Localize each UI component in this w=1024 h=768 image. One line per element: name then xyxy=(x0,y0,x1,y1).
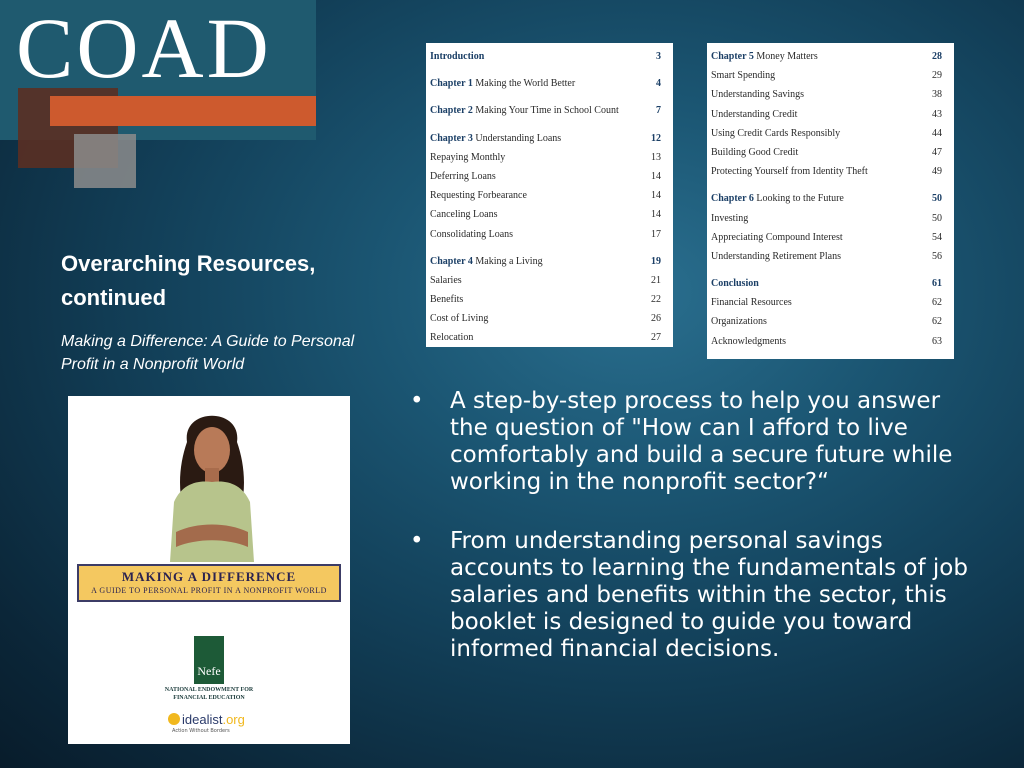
bullet-item xyxy=(410,388,980,496)
cover-subtitle: A GUIDE TO PERSONAL PROFIT IN A NONPROFIT WORLD xyxy=(91,586,327,595)
toc-chapter-label: Introduction xyxy=(430,51,485,62)
toc-page-number: 62 xyxy=(932,316,942,328)
toc-entry-title: Making Your Time in School Count xyxy=(475,105,619,117)
toc-page-number: 62 xyxy=(932,297,942,309)
toc-row xyxy=(426,205,673,224)
toc-page-number: 3 xyxy=(656,51,661,62)
toc-page-number: 47 xyxy=(932,146,942,158)
toc-page-number: 19 xyxy=(651,255,661,267)
toc-row xyxy=(426,186,673,205)
toc-entry-title: Deferring Loans xyxy=(430,170,496,182)
toc-row xyxy=(426,309,673,328)
toc-row xyxy=(426,47,673,66)
toc-page-number: 28 xyxy=(932,51,942,62)
toc-entry-title: Benefits xyxy=(430,294,464,306)
idealist-suffix: .org xyxy=(222,712,245,727)
book-cover-image xyxy=(68,396,350,744)
toc-row xyxy=(707,247,954,266)
toc-entry-title: Canceling Loans xyxy=(430,209,498,221)
toc-chapter-label: Chapter 6 xyxy=(711,193,754,205)
toc-page-number: 38 xyxy=(932,89,942,101)
toc-page-number: 54 xyxy=(932,231,942,243)
toc-page-number: 17 xyxy=(651,228,661,240)
toc-page-number: 22 xyxy=(651,294,661,306)
toc-row xyxy=(707,332,954,351)
toc-entry-title: Protecting Yourself from Identity Theft xyxy=(711,166,868,178)
toc-row xyxy=(426,252,673,271)
toc-row xyxy=(707,189,954,208)
woman-portrait-illustration xyxy=(152,402,272,562)
toc-row xyxy=(707,274,954,293)
toc-entry-title: Making the World Better xyxy=(475,78,576,90)
toc-entry-title: Financial Resources xyxy=(711,297,792,309)
bullet-text: From understanding personal savings accounts to learning the fundamentals of job salaries and benefits within the sector, this booklet is designed to guide you toward informed financial decisions. xyxy=(450,528,968,662)
toc-entry-title: Understanding Savings xyxy=(711,89,805,101)
toc-page-number: 49 xyxy=(932,166,942,178)
toc-row xyxy=(426,271,673,290)
toc-row xyxy=(707,312,954,331)
coad-logo: COAD xyxy=(16,0,272,96)
toc-row xyxy=(707,47,954,66)
toc-entry-title: Understanding Credit xyxy=(711,108,798,120)
toc-page-number: 13 xyxy=(651,151,661,163)
toc-row xyxy=(707,143,954,162)
toc-panel-left xyxy=(426,43,673,347)
toc-row xyxy=(707,209,954,228)
toc-page-number: 29 xyxy=(932,70,942,82)
toc-row xyxy=(426,148,673,167)
toc-page-number: 43 xyxy=(932,108,942,120)
toc-chapter-label: Conclusion xyxy=(711,278,759,290)
logo-decor-orange-bar xyxy=(50,96,316,126)
toc-entry-title: Building Good Credit xyxy=(711,146,799,158)
toc-row xyxy=(426,101,673,120)
toc-chapter-label: Chapter 2 xyxy=(430,105,473,117)
bullet-list xyxy=(410,388,980,695)
nefe-name: NATIONAL ENDOWMENT FOR FINANCIAL EDUCATION xyxy=(164,687,254,701)
toc-entry-title: Making a Living xyxy=(475,255,543,267)
toc-entry-title: Salaries xyxy=(430,274,462,286)
bullet-item xyxy=(410,528,980,663)
idealist-name: idealist xyxy=(182,712,223,727)
toc-chapter-label: Chapter 3 xyxy=(430,132,473,144)
toc-chapter-label: Chapter 4 xyxy=(430,255,473,267)
toc-entry-title: Investing xyxy=(711,212,749,224)
toc-entry-title: Requesting Forbearance xyxy=(430,190,527,202)
toc-entry-title: Acknowledgments xyxy=(711,335,786,347)
toc-row xyxy=(707,228,954,247)
toc-entry-title: Cost of Living xyxy=(430,313,489,325)
toc-page-number: 44 xyxy=(932,127,942,139)
toc-entry-title: Looking to the Future xyxy=(756,193,844,205)
idealist-dot-icon xyxy=(168,713,180,725)
toc-row xyxy=(426,129,673,148)
toc-entry-title: Understanding Loans xyxy=(475,132,562,144)
nefe-logo-mark: Nefe xyxy=(197,664,221,678)
toc-row xyxy=(707,162,954,181)
toc-entry-title: Understanding Retirement Plans xyxy=(711,250,841,262)
toc-row xyxy=(426,328,673,347)
toc-page-number: 63 xyxy=(932,335,942,347)
toc-row xyxy=(707,124,954,143)
toc-row xyxy=(426,167,673,186)
idealist-logo xyxy=(168,712,258,727)
toc-panel-right xyxy=(707,43,954,359)
toc-page-number: 27 xyxy=(651,332,661,344)
cover-title-band xyxy=(77,564,341,602)
toc-chapter-label: Chapter 1 xyxy=(430,78,473,90)
toc-row xyxy=(707,293,954,312)
toc-page-number: 14 xyxy=(651,209,661,221)
idealist-tagline: Action Without Borders xyxy=(172,728,230,734)
slide-subtitle: Making a Difference: A Guide to Personal Profit in a Nonprofit World xyxy=(61,333,355,373)
bullet-marker: • xyxy=(410,388,424,414)
toc-entry-title: Appreciating Compound Interest xyxy=(711,231,843,243)
cover-title: MAKING A DIFFERENCE xyxy=(121,569,297,584)
toc-entry-title: Relocation xyxy=(430,332,474,344)
toc-row xyxy=(426,290,673,309)
toc-page-number: 50 xyxy=(932,212,942,224)
toc-page-number: 56 xyxy=(932,250,942,262)
toc-entry-title: Consolidating Loans xyxy=(430,228,514,240)
toc-page-number: 50 xyxy=(932,193,942,205)
toc-entry-title: Money Matters xyxy=(756,51,818,62)
toc-chapter-label: Chapter 5 xyxy=(711,51,754,62)
toc-page-number: 26 xyxy=(651,313,661,325)
toc-entry-title: Organizations xyxy=(711,316,767,328)
toc-page-number: 61 xyxy=(932,278,942,290)
bullet-marker: • xyxy=(410,528,424,554)
logo-decor-gray-block xyxy=(74,134,136,188)
toc-page-number: 14 xyxy=(651,190,661,202)
toc-page-number: 4 xyxy=(656,78,661,90)
toc-entry-title: Repaying Monthly xyxy=(430,151,506,163)
toc-page-number: 21 xyxy=(651,274,661,286)
toc-row xyxy=(707,66,954,85)
toc-row xyxy=(426,74,673,93)
toc-entry-title: Smart Spending xyxy=(711,70,776,82)
bullet-text: A step-by-step process to help you answer the question of "How can I afford to live comfortably and build a secure future while working in the nonprofit sector?“ xyxy=(450,388,953,495)
slide-heading: Overarching Resources, continued xyxy=(61,251,316,310)
toc-page-number: 12 xyxy=(651,132,661,144)
toc-row xyxy=(707,85,954,104)
toc-row xyxy=(426,225,673,244)
toc-page-number: 14 xyxy=(651,170,661,182)
toc-row xyxy=(707,105,954,124)
toc-entry-title: Using Credit Cards Responsibly xyxy=(711,127,841,139)
toc-page-number: 7 xyxy=(656,105,661,117)
